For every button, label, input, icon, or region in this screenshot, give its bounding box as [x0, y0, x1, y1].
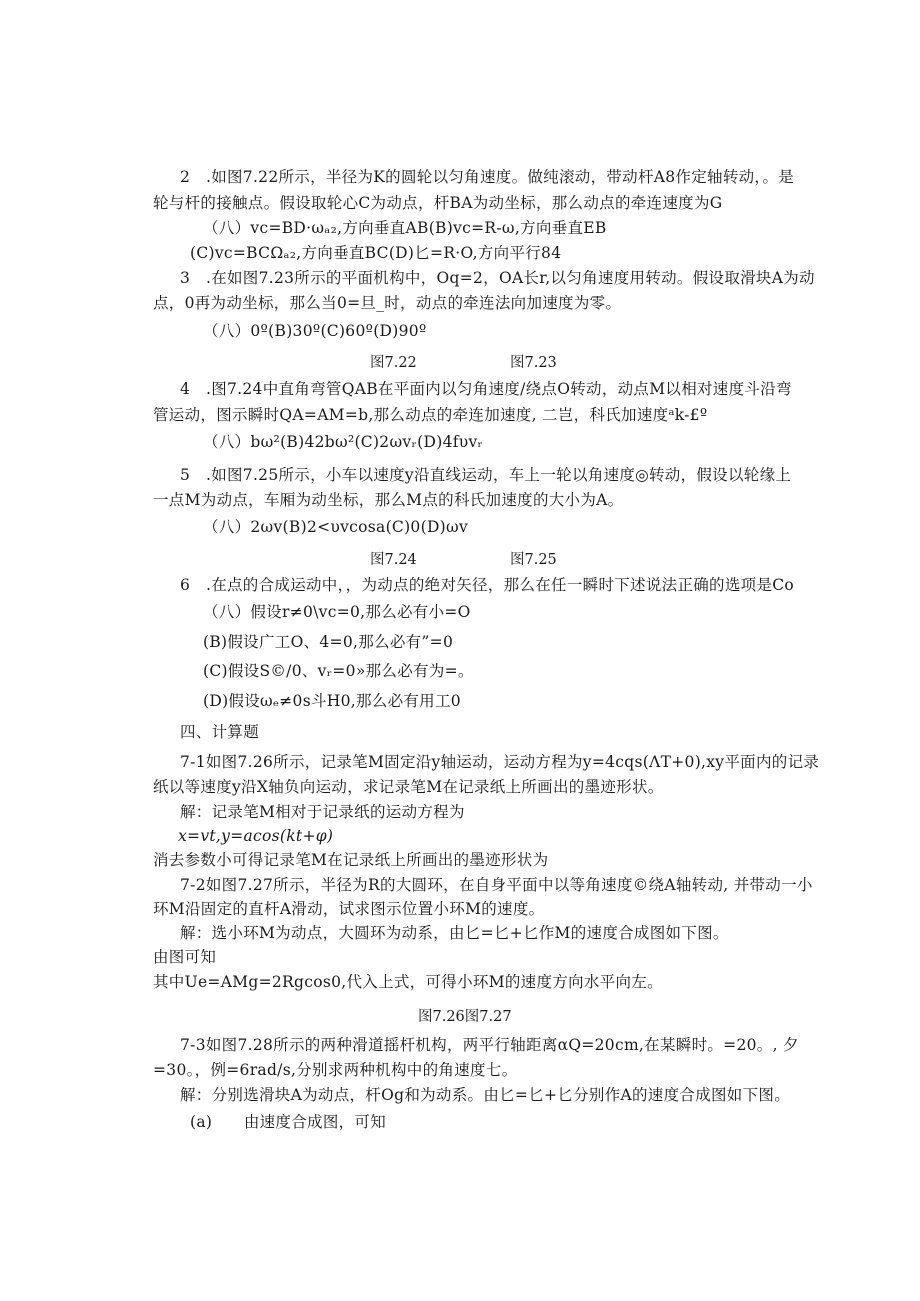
- figure-caption: 图7.23: [510, 355, 557, 371]
- problem-7-3-line2: =30。，例=6rad/s,分别求两种机构中的角速度七。: [153, 1061, 518, 1079]
- q5-options: （八）2ωv(B)2<υvcosa(C)0(D)ωv: [203, 518, 469, 536]
- q5-line2: 一点M为动点，车厢为动坐标，那么M点的科氏加速度的大小为A。: [153, 491, 624, 509]
- figure-caption: 图7.24: [370, 552, 417, 568]
- section-heading: 四、计算题: [180, 723, 260, 741]
- problem-7-2-line1: 7-2如图7.27所示，半径为R的大圆环，在自身平面中以等角速度©绕A轴转动, 并带动一小: [180, 876, 813, 894]
- solution-7-2-line2: 由图可知: [153, 948, 217, 966]
- problem-7-1-line1: 7-1如图7.26所示，记录笔M固定沿y轴运动，运动方程为y=4cqs(ΛT+0),xy平面内的记录: [180, 753, 820, 771]
- figure-caption: 图7.25: [510, 552, 557, 568]
- figure-caption: 图7.26图7.27: [418, 1009, 512, 1025]
- q4-options: （八）bω²(B)42bω²(C)2ωvᵣ(D)4fυvᵣ: [203, 433, 484, 451]
- q4-line1: 4 .图7.24中直角弯管QAB在平面内以匀角速度/绕点O转动，动点M以相对速度斗沿弯: [180, 380, 792, 398]
- q6-option-a: （八）假设r≠0\vс=0,那么必有小=O: [203, 603, 471, 621]
- problem-7-3-line1: 7-3如图7.28所示的两种滑道摇杆机构，两平行轴距离αQ=20cm,在某瞬时。=20。, 夕: [180, 1036, 799, 1054]
- problem-7-1-line2: 纸以等速度y沿X轴负向运动，求记录笔M在记录纸上所画出的墨迹形状。: [153, 778, 664, 796]
- q4-line2: 管运动，图示瞬时QA=AM=b,那么动点的牵连加速度, 二岂，科氏加速度ᵃk-£º: [153, 406, 708, 424]
- figure-caption: 图7.22: [370, 355, 417, 371]
- q2-line2: 轮与杆的接触点。假设取轮心C为动点，杆BA为动坐标，那么动点的牵连速度为G: [153, 194, 723, 212]
- problem-7-2-line2: 环M沿固定的直杆A滑动，试求图示位置小环M的速度。: [153, 900, 545, 918]
- solution-7-3-part-a: (a) 由速度合成图，可知: [190, 1113, 387, 1131]
- solution-7-1-equation: x=vt,y=acos(kt+φ): [178, 827, 334, 845]
- q2-option-a-b: （八）vс=BD·ωₐ₂,方向垂直AB(B)vс=R-ω,方向垂直EB: [203, 219, 607, 237]
- solution-7-1-line1: 解：记录笔M相对于记录纸的运动方程为: [180, 803, 465, 821]
- solution-7-3-line1: 解：分别选滑块A为动点，杆Og和为动系。由匕=匕+匕分别作A的速度合成图如下图。: [180, 1086, 790, 1104]
- q6-line1: 6 .在点的合成运动中，，为动点的绝对矢径，那么在任一瞬时下述说法正确的选项是Co: [180, 576, 795, 594]
- q6-option-c: (C)假设S©/0、vᵣ=0»那么必有为=。: [203, 662, 474, 680]
- solution-7-2-line1: 解：选小环M为动点，大圆环为动系，由匕=匕+匕作M的速度合成图如下图。: [180, 924, 729, 942]
- q3-line1: 3 .在如图7.23所示的平面机构中，Oq=2，OA长r,以匀角速度用转动。假设取滑块A为动: [180, 269, 815, 287]
- q6-option-d: (D)假设ωₑ≠0s斗H0,那么必有用工0: [203, 692, 461, 710]
- solution-7-1-conclusion: 消去参数小可得记录笔M在记录纸上所画出的墨迹形状为: [153, 851, 549, 869]
- solution-7-2-line3: 其中Ue=AMg=2Rgcos0,代入上式，可得小环M的速度方向水平向左。: [153, 973, 663, 991]
- q2-line1: 2 .如图7.22所示，半径为K的圆轮以匀角速度。做纯滚动，带动杆A8作定轴转动，。是: [180, 168, 795, 186]
- q5-line1: 5 .如图7.25所示，小车以速度y沿直线运动，车上一轮以角速度◎转动，假设以轮缘上: [180, 466, 792, 484]
- q3-options: （八）0º(B)30º(C)60º(D)90º: [203, 322, 427, 340]
- q6-option-b: (B)假设广工O、4=0,那么必有”=0: [203, 633, 454, 651]
- q3-line2: 点，0再为动坐标，那么当0=旦_时，动点的牵连法向加速度为零。: [153, 294, 622, 312]
- q2-option-c-d: (C)vс=BCΩₐ₂,方向垂直BC(D)匕=R·O,方向平行84: [190, 244, 562, 262]
